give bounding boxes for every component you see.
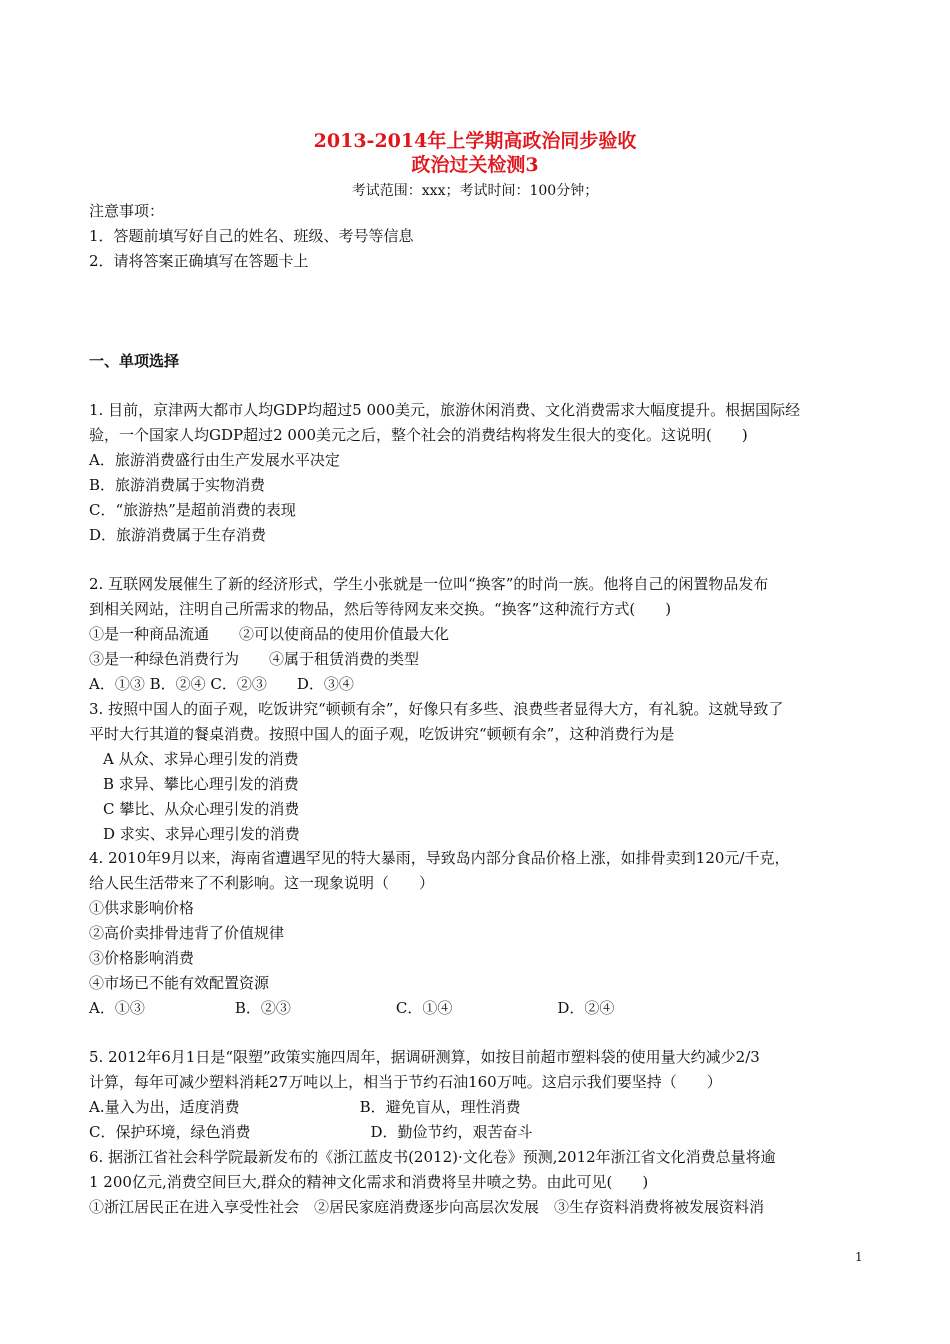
exam-meta: 考试范围：xxx；考试时间：100分钟； — [351, 183, 599, 199]
question-2-option: ①是一种商品流通 ②可以使商品的使用价值最大化 — [89, 625, 450, 643]
question-4-text: 给人民生活带来了不利影响。这一现象说明（ ） — [89, 874, 435, 892]
question-3-text: 平时大行其道的餐桌消费。按照中国人的面子观，吃饭讲究“顿顿有余”，这种消费行为是 — [89, 725, 675, 743]
question-4-answers: A．①③ B．②③ C．①④ D．②④ — [89, 999, 615, 1017]
question-4-option: ①供求影响价格 — [89, 899, 195, 917]
question-4-option: ④市场已不能有效配置资源 — [89, 974, 270, 992]
question-4-text: 4. 2010年9月以来，海南省遭遇罕见的特大暴雨，导致岛内部分食品价格上涨，如排骨卖到120元/千克， — [89, 849, 790, 867]
question-1-option: D．旅游消费属于生存消费 — [89, 526, 267, 544]
question-1-text: 1. 目前，京津两大都市人均GDP均超过5 000美元，旅游休闲消费、文化消费需求大幅度提升。根据国际经 — [89, 401, 801, 419]
question-1-option: A．旅游消费盛行由生产发展水平决定 — [89, 451, 340, 469]
question-4-option: ②高价卖排骨违背了价值规律 — [89, 924, 285, 942]
question-5-text: 计算，每年可减少塑料消耗27万吨以上，相当于节约石油160万吨。这启示我们要坚持（ ） — [89, 1073, 722, 1091]
question-6-text: 1 200亿元,消费空间巨大,群众的精神文化需求和消费将呈井喷之势。由此可见( ) — [89, 1173, 649, 1191]
document-title: 2013-2014年上学期高政治同步验收 — [313, 130, 637, 152]
question-1-text: 验，一个国家人均GDP超过2 000美元之后，整个社会的消费结构将发生很大的变化。这说明( ) — [89, 426, 748, 444]
notes-heading: 注意事项： — [89, 202, 165, 220]
question-3-option: C 攀比、从众心理引发的消费 — [103, 800, 300, 818]
question-1-option: C．“旅游热”是超前消费的表现 — [89, 501, 296, 519]
question-5-text: 5. 2012年6月1日是“限塑”政策实施四周年，据调研测算，如按目前超市塑料袋的使用量大约减少2/3 — [89, 1048, 760, 1066]
note-item: 1．答题前填写好自己的姓名、班级、考号等信息 — [89, 227, 414, 245]
question-2-option: ③是一种绿色消费行为 ④属于租赁消费的类型 — [89, 650, 420, 668]
question-5-option: A.量入为出，适度消费 B．避免盲从，理性消费 — [89, 1098, 521, 1116]
document-subtitle: 政治过关检测3 — [411, 154, 539, 176]
section-title: 一、单项选择 — [89, 352, 180, 370]
question-3-option: A 从众、求异心理引发的消费 — [103, 750, 299, 768]
note-item: 2．请将答案正确填写在答题卡上 — [89, 252, 309, 270]
question-6-text: ①浙江居民正在进入享受性社会 ②居民家庭消费逐步向高层次发展 ③生存资料消费将被发展资料消 — [89, 1198, 765, 1216]
page-number: 1 — [855, 1250, 863, 1264]
question-3-text: 3. 按照中国人的面子观，吃饭讲究“顿顿有余”，好像只有多些、浪费些者显得大方，有礼貌。这就导致了 — [89, 700, 784, 718]
question-2-text: 2. 互联网发展催生了新的经济形式，学生小张就是一位叫“换客”的时尚一族。他将自己的闲置物品发布 — [89, 575, 769, 593]
question-3-option: B 求异、攀比心理引发的消费 — [103, 775, 299, 793]
question-2-text: 到相关网站，注明自己所需求的物品，然后等待网友来交换。“换客”这种流行方式( ) — [89, 600, 672, 618]
question-3-option: D 求实、求异心理引发的消费 — [103, 825, 300, 843]
question-2-option: A．①③ B．②④ C．②③ D．③④ — [89, 675, 354, 693]
question-4-option: ③价格影响消费 — [89, 949, 195, 967]
question-1-option: B．旅游消费属于实物消费 — [89, 476, 266, 494]
question-6-text: 6. 据浙江省社会科学院最新发布的《浙江蓝皮书(2012)·文化卷》预测,2012年浙江省文化消费总量将逾 — [89, 1148, 776, 1166]
question-5-option: C．保护环境，绿色消费 D．勤俭节约，艰苦奋斗 — [89, 1123, 533, 1141]
